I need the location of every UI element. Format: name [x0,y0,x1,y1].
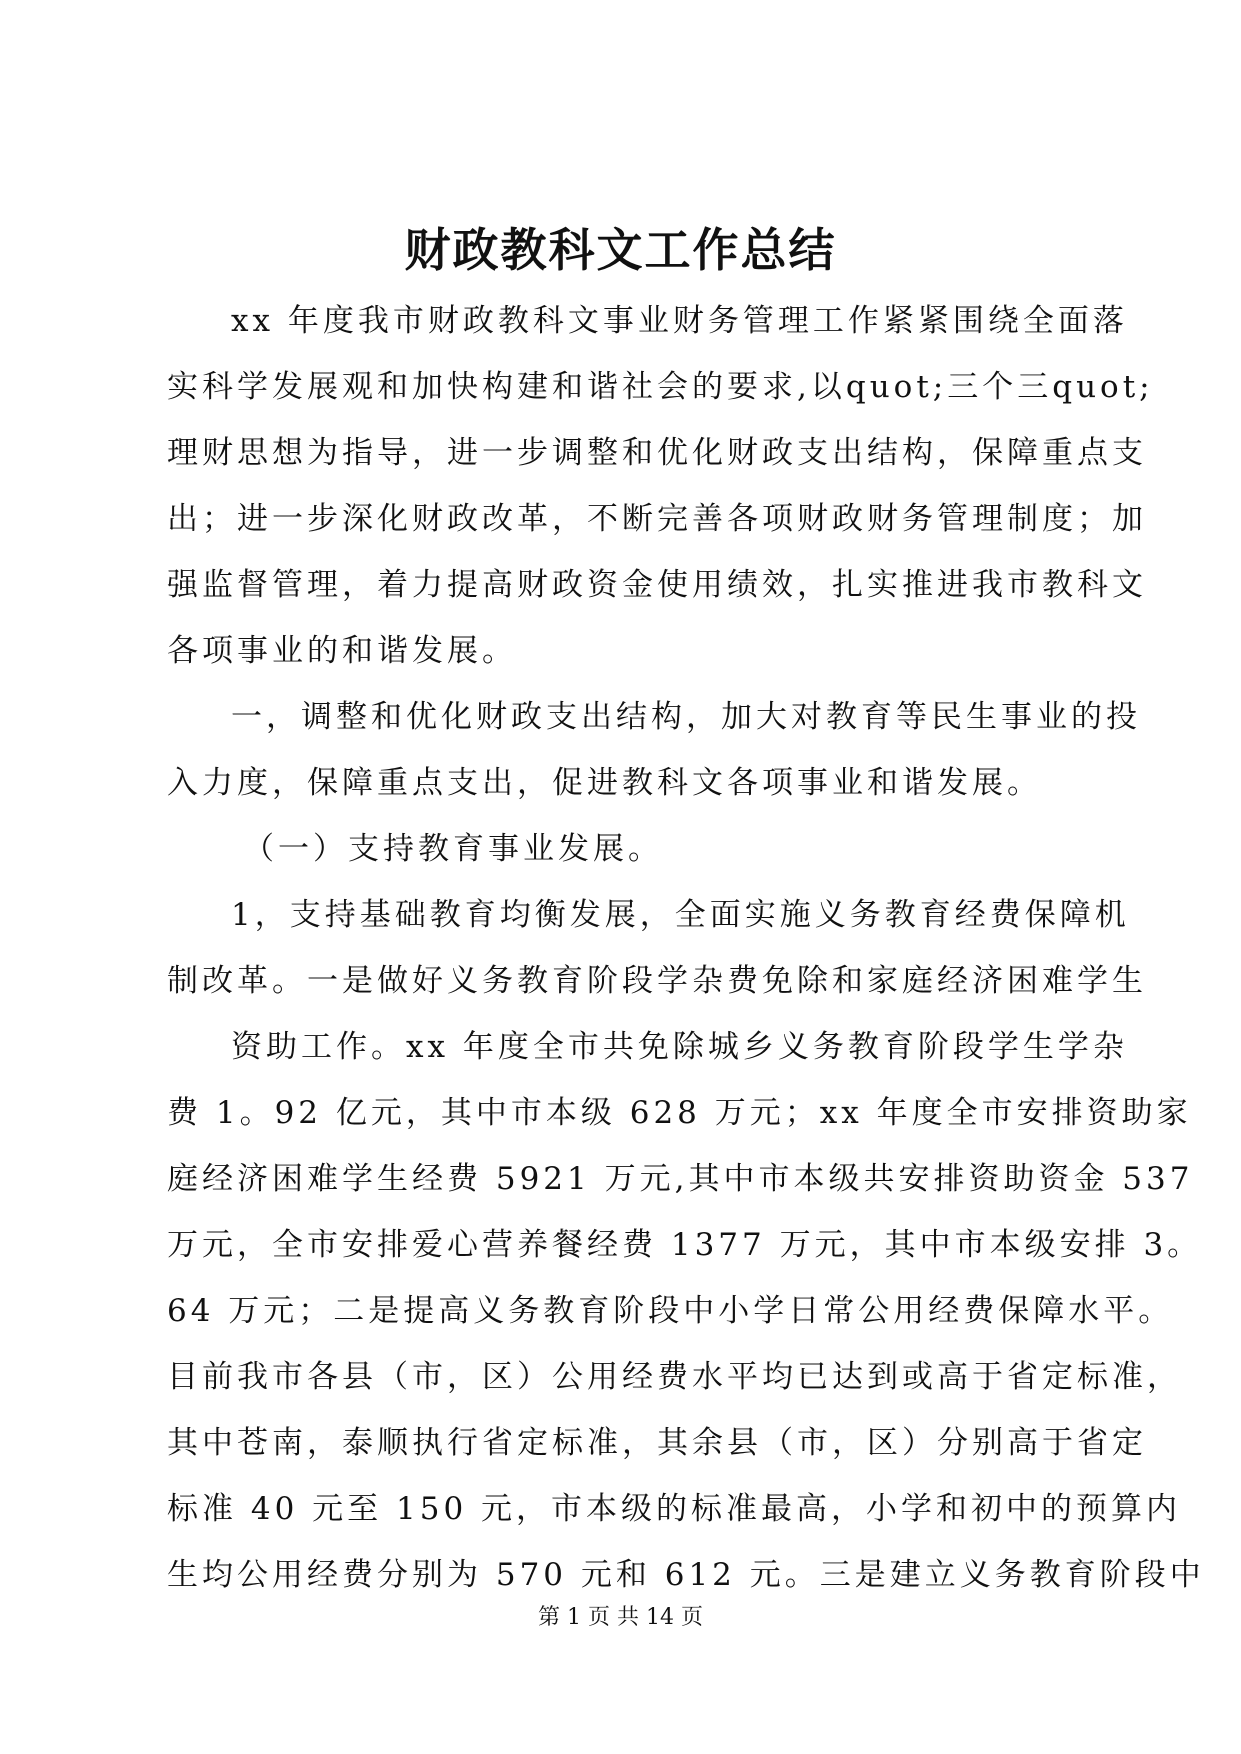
body-line: 费 1。92 亿元，其中市本级 628 万元；xx 年度全市安排资助家 [167,1095,1192,1131]
body-line: 标准 40 元至 150 元，市本级的标准最高，小学和初中的预算内 [167,1491,1182,1527]
body-line: 入力度，保障重点支出，促进教科文各项事业和谐发展。 [167,765,1042,801]
body-line: 强监督管理，着力提高财政资金使用绩效，扎实推进我市教科文 [167,567,1147,603]
body-line: 64 万元；二是提高义务教育阶段中小学日常公用经费保障水平。 [167,1293,1174,1329]
body-line: 万元，全市安排爱心营养餐经费 1377 万元，其中市本级安排 3。 [167,1227,1203,1263]
body-line: 制改革。一是做好义务教育阶段学杂费免除和家庭经济困难学生 [167,963,1147,999]
body-line: 其中苍南，泰顺执行省定标准，其余县（市，区）分别高于省定 [167,1425,1147,1461]
body-line: 实科学发展观和加快构建和谐社会的要求,以quot;三个三quot; [167,369,1154,405]
body-line: 1，支持基础教育均衡发展，全面实施义务教育经费保障机 [231,897,1130,933]
body-line: 出；进一步深化财政改革，不断完善各项财政财务管理制度；加 [167,501,1147,537]
body-line: 资助工作。xx 年度全市共免除城乡义务教育阶段学生学杂 [231,1029,1128,1065]
body-line: 理财思想为指导，进一步调整和优化财政支出结构，保障重点支 [167,435,1147,471]
body-line: 生均公用经费分别为 570 元和 612 元。三是建立义务教育阶段中 [167,1557,1205,1593]
body-line: 一，调整和优化财政支出结构，加大对教育等民生事业的投 [231,699,1141,735]
document-body [167,288,1205,1608]
section-heading: （一）支持教育事业发展。 [243,831,663,867]
body-line: 目前我市各县（市，区）公用经费水平均已达到或高于省定标准， [167,1359,1182,1395]
document-title: 财政教科文工作总结 [404,223,837,277]
page-footer: 第 1 页 共 14 页 [538,1605,703,1630]
body-line: 庭经济困难学生经费 5921 万元,其中市本级共安排资助资金 537 [167,1161,1194,1197]
body-line: 各项事业的和谐发展。 [167,633,517,669]
body-line: xx 年度我市财政教科文事业财务管理工作紧紧围绕全面落 [231,303,1128,339]
